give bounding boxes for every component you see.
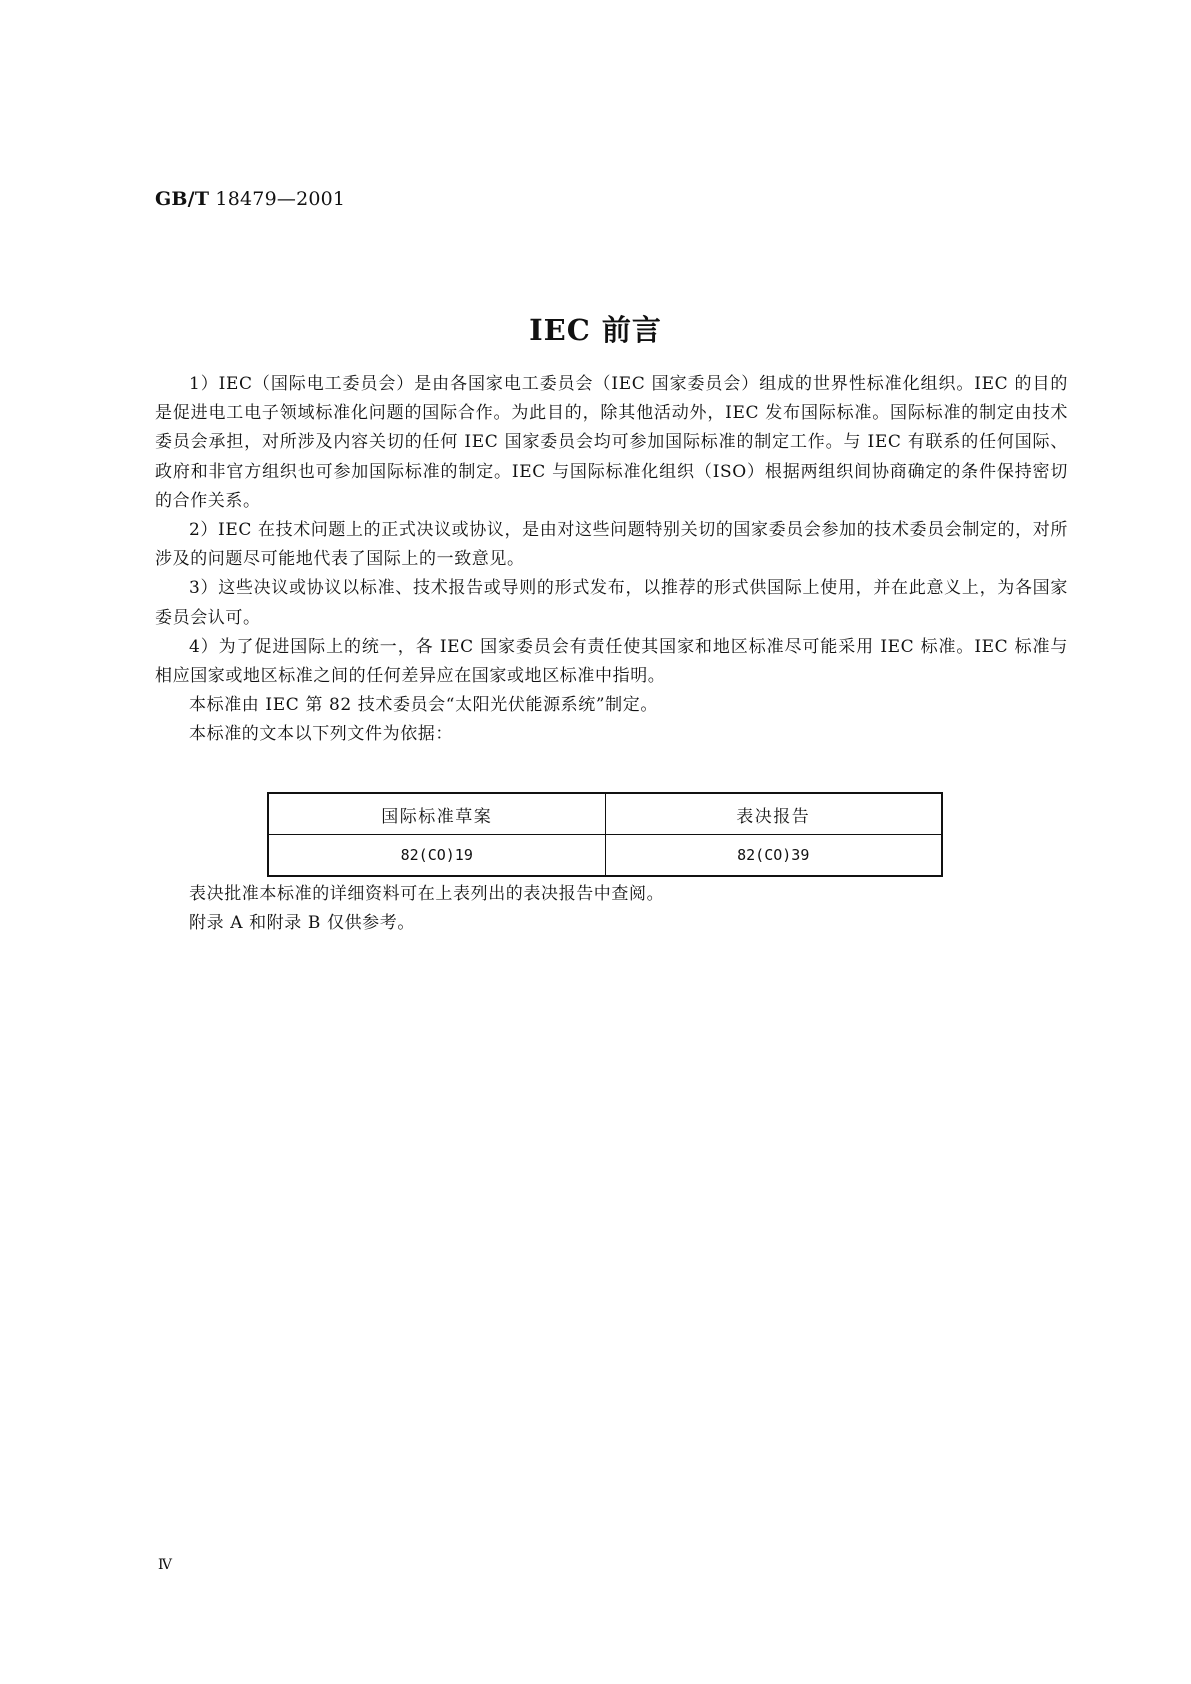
- table-row: [268, 835, 942, 877]
- table-header-row: [268, 793, 942, 835]
- table-header-vote-report: 表决报告: [605, 793, 942, 835]
- standard-code-number: 18479—2001: [215, 188, 346, 210]
- document-basis-table: [267, 792, 943, 877]
- table-header-draft: 国际标准草案: [268, 793, 605, 835]
- page-number: Ⅳ: [158, 1557, 172, 1573]
- foreword-body: [155, 370, 1068, 750]
- paragraph-annex-note: 附录 A 和附录 B 仅供参考。: [189, 913, 415, 934]
- paragraph-1: 1）IEC（国际电工委员会）是由各国家电工委员会（IEC 国家委员会）组成的世界性标准化组织。IEC 的目的是促进电工电子领域标准化问题的国际合作。为此目的，除其他活动外，IEC 发布国际标准。国际标准的制定由技术委员会承担，对所涉及内容关切的任何 IEC 国家委员会均可参加国际标准的制定工作。与 IEC 有联系的任何国际、政府和非官方组织也可参加国际标准的制定。IEC 与国际标准化组织（ISO）根据两组织间协商确定的条件保持密切的合作关系。: [155, 374, 1068, 511]
- paragraph-5: 本标准由 IEC 第 82 技术委员会“太阳光伏能源系统”制定。: [189, 695, 658, 716]
- paragraph-4: 4）为了促进国际上的统一，各 IEC 国家委员会有责任使其国家和地区标准尽可能采用 IEC 标准。IEC 标准与相应国家或地区标准之间的任何差异应在国家或地区标准中指明。: [155, 636, 1068, 687]
- table-cell-vote-report: 82(CO)39: [605, 835, 942, 877]
- after-table-text: [155, 880, 1068, 938]
- paragraph-2: 2）IEC 在技术问题上的正式决议或协议，是由对这些问题特别关切的国家委员会参加的技术委员会制定的，对所涉及的问题尽可能地代表了国际上的一致意见。: [155, 520, 1068, 570]
- standard-code-prefix: GB/T: [155, 188, 210, 210]
- paragraph-vote-details: 表决批准本标准的详细资料可在上表列出的表决报告中查阅。: [189, 884, 665, 904]
- page-title: IEC 前言: [529, 313, 662, 347]
- paragraph-6: 本标准的文本以下列文件为依据：: [189, 724, 453, 745]
- table-cell-draft: 82(CO)19: [268, 835, 605, 877]
- standard-code: [155, 188, 345, 210]
- paragraph-3: 3）这些决议或协议以标准、技术报告或导则的形式发布，以推荐的形式供国际上使用，并在此意义上，为各国家委员会认可。: [155, 578, 1068, 628]
